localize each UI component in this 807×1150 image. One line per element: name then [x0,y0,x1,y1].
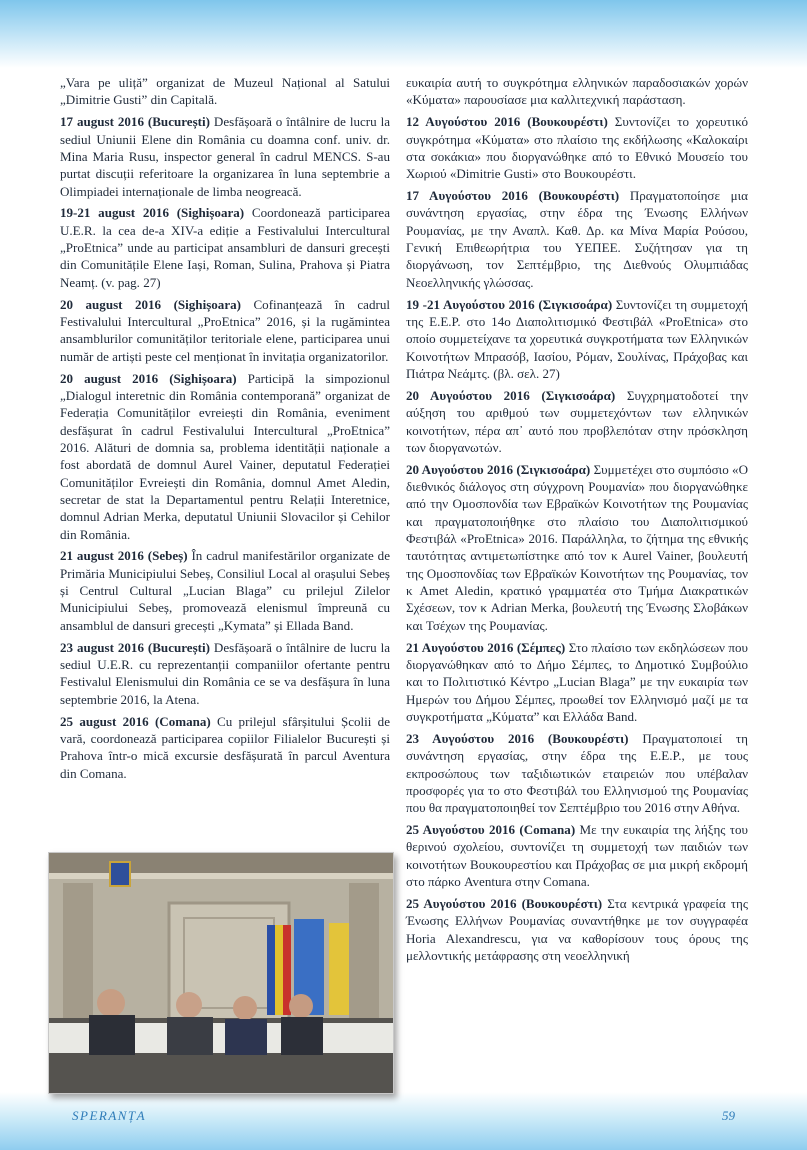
paragraph: 19 -21 Αυγούστου 2016 (Σιγκισοάρα) Συντονίζει τη συμμετοχή της Ε.Ε.Ρ. στο 14ο Διαπολιτισμικό Φεστιβάλ «ProEtnica» στο οποίο συμμετείχανε τα χορευτικά συγκροτήματα των Ελληνικών Κοινοτήτων Μπρασόβ, Ιασίου, Ρόμαν, Σουλίνας, Πράχοβας και Πιάτρα Νεάμτς. (βλ. σελ. 27) [406,296,748,381]
entry-date: 21 Αυγούστου 2016 (Σέμπες) [406,639,566,655]
left-column [60,74,390,786]
entry-date: 19-21 august 2016 (Sighișoara) [60,205,245,221]
paragraph: 25 Αυγούστου 2016 (Βουκουρέστι) Στα κεντρικά γραφεία της Ένωσης Ελλήνων Ρουμανίας συναντήθηκε με τον συγγραφέα Horia Alexandrescu, για να καθορίσουν τους όρους της μελλοντικής μετάφρασης στη νεοελληνική [406,895,748,963]
entry-date: 20 august 2016 (Sighișoara) [60,370,237,386]
paragraph: 21 Αυγούστου 2016 (Σέμπες) Στο πλαίσιο των εκδηλώσεων που διοργανώθηκαν από το Δήμο Σέμπες, το Δημοτικό Συμβούλιο και το Πολιτιστικό Κέντρο „Lucian Blaga” με την ευκαιρία των Ημερών του Δήμου Σέμπες, προωθεί τον Ελληνισμό μαζί με τα συγκροτήματα „Κύματα” και Ελλάδα Band. [406,639,748,725]
entry-date: 20 Αυγούστου 2016 (Σιγκισοάρα) [406,461,591,477]
entry-date: 21 august 2016 (Sebeș) [60,548,188,564]
paragraph: 20 Αυγούστου 2016 (Σιγκισοάρα) Συμμετέχει στο συμπόσιο «Ο διεθνικός διάλογος στη σύγχρονη Ρουμανία» που διοργανώθηκε από την Ομοσπονδία των Εβραϊκών Κοινοτήτων της Ρουμανίας και πραγματοποιήθηκε στο πλαίσιο του Διαπολιτισμικού Φεστιβάλ «ProEtnica» 2016. Παράλληλα, το ζήτημα της εθνικής ταυτότητας αντιμετωπίστηκε από τον κ Aurel Vainer, βουλευτή της Ομοσπονδίας των Εβραϊκών Κοινοτήτων της Ρουμανίας, τον κ Amet Aledin, κρατικό γραμματέα στο Τμήμα Διακρατικών Σχέσεων, τον κ Adrian Merka, βουλευτή της Ένωσης Σλοβάκων και Τσέχων της Ρουμανίας. [406,461,748,633]
entry-date: 19 -21 Αυγούστου 2016 (Σιγκισοάρα) [406,296,613,312]
paragraph: 12 Αυγούστου 2016 (Βουκουρέστι) Συντονίζει το χορευτικό συγκρότημα «Κύματα» στο πλαίσιο της εκδήλωσης «Καλοκαίρι στα σοκάκια» που διοργανώθηκε από το Εθνικό Μουσείο του Χωριού «Dimitrie Gusti» στο Βουκουρέστι. [406,114,748,182]
entry-date: 25 Αυγούστου 2016 (Comana) [406,822,576,838]
paragraph: 23 Αυγούστου 2016 (Βουκουρέστι) Πραγματοποιεί τη συνάντηση εργασίας, στην έδρα της Ε.Ε.Ρ., με τους εκπροσώπους των ταξιδιωτικών εταιρειών που υπέβαλαν προσφορές για το στο Φεστιβάλ του Ελληνισμού της Ρουμανίας που θα πραγματοποιηθεί τον Σεπτέμβριο του 2016 στην Αθήνα. [406,730,748,816]
event-photo [48,852,394,1094]
paragraph: 17 august 2016 (București) Desfășoară o întâlnire de lucru la sediul Uniunii Elene din România cu doamna conf. univ. dr. Mina Maria Rusu, inspector general în cadrul MENCS. S-au purtat discuții referitoare la organizarea în luna septembrie a Olimpiadei internaționale de limba neogreacă. [60,114,390,199]
paragraph: 20 august 2016 (Sighișoara) Cofinanțează în cadrul Festivalului Intercultural „ProEtnica” 2016, și la rugămintea ansamblurilor comunităților teritoriale elene, participarea unui număr de artiști peste cel menționat în invitația organizatorilor. [60,296,390,364]
entry-date: 20 Αυγούστου 2016 (Σιγκισοάρα) [406,387,616,403]
paragraph: 19-21 august 2016 (Sighișoara) Coordonează participarea U.E.R. la cea de-a XIV-a ediție a Festivalului Intercultural „ProEtnica” unde au participat ansambluri de dansuri grecești din Comunitățile Elene Iași, Roman, Sulina, Prahova și Piatra Neamț. (v. pag. 27) [60,205,391,290]
paragraph: „Vara pe uliță” organizat de Muzeul Național al Satului „Dimitrie Gusti” din Capitală. [60,75,390,108]
entry-date: 23 Αυγούστου 2016 (Βουκουρέστι) [406,730,629,746]
right-column [406,74,748,969]
entry-date: 25 Αυγούστου 2016 (Βουκουρέστι) [406,895,603,911]
paragraph: 25 Αυγούστου 2016 (Comana) Με την ευκαιρία της λήξης του θερινού σχολείου, συντονίζει τη συμμετοχή των παιδιών των κοινοτήτων Βουκουρεστίου και Πράχοβας σε μια μικρή εκδρομή στο πάρκο Aventura στην Comana. [406,822,748,890]
entry-date: 17 Αυγούστου 2016 (Βουκουρέστι) [406,188,620,204]
entry-date: 20 august 2016 (Sighișoara) [60,296,241,312]
photo-illustration [49,853,393,1093]
paragraph: 23 august 2016 (București) Desfășoară o întâlnire de lucru la sediul U.E.R. cu reprezentanții companiilor ofertante pentru Festivalul Elenismului din România ce se va desfășura în luna septembrie 2016, la Atena. [60,639,390,707]
paragraph: ευκαιρία αυτή το συγκρότημα ελληνικών παραδοσιακών χορών «Κύματα» παρουσίασε μια καλλιτεχνική παράσταση. [406,75,748,108]
entry-date: 23 august 2016 (București) [60,639,210,655]
paragraph: 21 august 2016 (Sebeș) În cadrul manifestărilor organizate de Primăria Municipiului Sebeș, Consiliul Local al orașului Sebeș și Centrul Cultural „Lucian Blaga” cu prilejul Zilelor Municipiului Sebeș, promovează elenismul împreună cu ansamblul de dansuri grecești „Kymata” și Ellada Band. [60,548,390,633]
paragraph: 20 Αυγούστου 2016 (Σιγκισοάρα) Συγχρηματοδοτεί την αύξηση του αριθμού των συμμετεχόντων των ελληνικών κοινοτήτων, πέρα απ᾽ αυτό που προβλεπόταν στην πρόσκληση των διοργανωτών. [406,387,748,455]
entry-date: 25 august 2016 (Comana) [60,713,211,729]
paragraph: 25 august 2016 (Comana) Cu prilejul sfârșitului Școlii de vară, coordonează participarea copiilor Filialelor București și Prahova într-o mică excursie desfășurată în parcul Aventura din Comana. [60,713,390,781]
entry-date: 17 august 2016 (București) [60,114,210,130]
header-band [0,0,807,68]
paragraph: 20 august 2016 (Sighișoara) Participă la simpozionul „Dialogul interetnic din România contemporană” organizat de Federația Comunităților evreiești din România, eveniment desfășurat în cadrul Festivalului Intercultural „ProEtnica” 2016. Alături de domnia sa, problema identității naționale a fost abordată de domnul Aurel Vainer, deputatul Federației Comunităților Evreiești din România, domnul Amet Aledin, secretar de stat la Departamentul pentru Relații Interetnice, domnul Adrian Merka, deputatul Uniunii Slovacilor și Cehilor din România. [60,370,390,542]
entry-date: 12 Αυγούστου 2016 (Βουκουρέστι) [406,114,608,130]
paragraph: 17 Αυγούστου 2016 (Βουκουρέστι) Πραγματοποίησε μια συνάντηση εργασίας, στην έδρα της Ένωσης Ελλήνων Ρουμανίας, με την Αναπλ. Καθ. Δρ. κα Μίνα Μαρία Ρούσου, Γενική Επιθεωρήτρια του ΥΕΠΕΕ. Συζήτησαν για τη διοργάνωση, τον Σεπτέμβριο, της Διεθνούς Ολυμπιάδας Νεοελληνικής γλώσσας. [406,188,748,290]
magazine-name: SPERANȚA [72,1108,147,1123]
page-number: 59 [722,1108,735,1123]
